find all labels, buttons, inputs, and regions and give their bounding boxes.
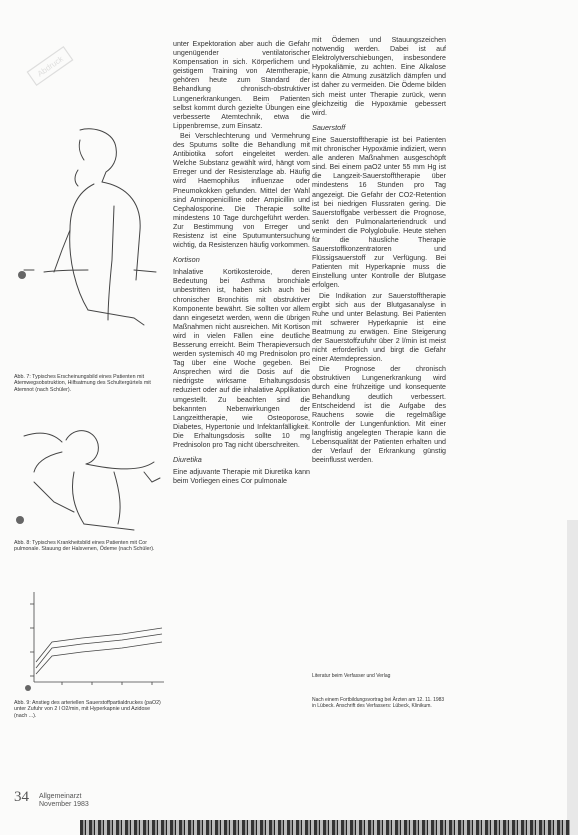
- footnote: Nach einem Fortbildungsvortrag bei Ärzten am 12. 11. 1983 in Lübeck. Anschrift des Verfassers: Lübeck, Klinikum.: [312, 697, 445, 709]
- stamp-mark: [20, 36, 80, 96]
- journal-title: Allgemeinarzt: [39, 793, 82, 800]
- scan-noise-strip: [80, 820, 570, 835]
- col2-paragraph-2: Bei Verschlechterung und Vermehrung des Sputums sollte die Behandlung mit Antibiotika sofort eingeleitet werden. Welche Substanz gewählt wird, hängt vom Erreger und der Resistenzlage ab. Häufig wird Haemophilus influenzae oder Pneumokokken gefunden. Mittel der Wahl sind Aminopenicilline oder Ampicillin und Cephalosporine. Die Therapie sollte mindestens 10 Tage durchgeführt werden. Zur Bestimmung von Erreger und Resistenz ist eine Sputumuntersuchung wichtig, da Resistenzen häufig vorkommen.: [173, 131, 310, 250]
- col3-paragraph-2: Eine Sauerstofftherapie ist bei Patienten mit chronischer Hypoxämie indiziert, wenn alle anderen Maßnahmen ausgeschöpft sind. Bei einem paO2 unter 55 mm Hg ist die Langzeit-Sauerstofftherapie über mindestens 16 Stunden pro Tag angezeigt. Die Gefahr der CO2-Retention ist bei niedrigen Flussraten gering. Die Sauerstoffgabe verbessert die Prognose, senkt den Pulmonalarteriendruck und vermindert die Polyglobulie. Heute stehen für die häusliche Therapie Sauerstoffkonzentratoren und Flüssigsauerstoff zur Verfügung. Bei Patienten mit Hyperkapnie muss die Einstellung unter Kontrolle der Blutgase erfolgen.: [312, 135, 446, 290]
- journal-name: [39, 793, 89, 809]
- col3-paragraph-3: Die Indikation zur Sauerstofftherapie ergibt sich aus der Blutgasanalyse in Ruhe und unter Belastung. Bei Patienten mit schwerer Hyperkapnie ist eine Beatmung zu erwägen. Eine Steigerung der Sauerstoffzufuhr über 2 l/min ist meist nicht erforderlich und birgt die Gefahr einer Atemdepression.: [312, 291, 446, 364]
- col2-paragraph-4: Eine adjuvante Therapie mit Diuretika kann beim Vorliegen eines Cor pulmonale: [173, 468, 310, 486]
- author-note: Literatur beim Verfasser und Verlag: [312, 673, 391, 679]
- page-number: 34: [14, 789, 29, 805]
- text-column-2: [173, 40, 310, 487]
- figure-7-illustration: [14, 120, 164, 370]
- figure-7-caption: Abb. 7: Typisches Erscheinungsbild eines Patienten mit Atemwegsobstruktion, Hilfsatmung des Schultergürtels mit Atemnot (nach Schüler).: [14, 374, 151, 393]
- stamp-text: Abdruck: [35, 54, 65, 79]
- col3-paragraph-4: Die Prognose der chronisch obstruktiven Lungenerkrankung wird durch eine frühzeitige und konsequente Behandlung deutlich verbessert. Entscheidend ist die Aufgabe des Rauchens sowie die regelmäßige Kontrolle der Lungenfunktion. Mit einer langfristig angelegten Therapie kann die Lebensqualität der Patienten erhalten und der Verlauf der Erkrankung günstig beeinflusst werden.: [312, 365, 446, 465]
- col3-paragraph-1: mit Ödemen und Stauungszeichen notwendig werden. Dabei ist auf Elektrolytverschiebungen, insbesondere Hypokaliämie, zu achten. Eine Alkalose kann die Atmung zusätzlich dämpfen und ist daher zu vermeiden. Die Ödeme bilden sich meist unter Therapie zurück, wenn gleichzeitig die Hypoxämie gebessert wird.: [312, 36, 446, 117]
- col2-paragraph-3: Inhalative Kortikosteroide, deren Bedeutung bei Asthma bronchiale unbestritten ist, haben sich auch bei chronischer Bronchitis mit obstruktiver Komponente bewährt. Sie sollten vor allem dann eingesetzt werden, wenn die übrigen Maßnahmen nicht ausreichen. Mit Kortison wird in vielen Fällen eine deutliche Besserung erreicht. Beim Therapieversuch werden systemisch 40 mg Prednisolon pro Tag über eine Woche gegeben. Bei Ansprechen wird die Dosis auf die niedrigste wirksame Erhaltungsdosis reduziert oder auf die inhalative Applikation umgestellt. Zu beachten sind die bekannten Nebenwirkungen der Langzeittherapie, wie Osteoporose, Diabetes, Hypertonie und Infektanfälligkeit. Die Erhaltungsdosis sollte 10 mg Prednisolon pro Tag nicht überschreiten.: [173, 268, 310, 450]
- col2-heading-diuretika: Diuretika: [173, 455, 202, 465]
- scan-edge: [567, 520, 578, 835]
- figure-9-caption: Abb. 9: Anstieg des arteriellen Sauerstoffpartialdruckes (paO2) unter Zufuhr von 2 l O2/min, mit Hyperkapnie und Azidose (nach ...).: [14, 700, 161, 719]
- journal-issue: November 1983: [39, 801, 89, 808]
- text-column-3: [312, 36, 446, 466]
- col3-heading-sauerstoff: Sauerstoff: [312, 122, 346, 132]
- col2-paragraph-1: unter Expektoration aber auch die Gefahr ungenügender ventilatorischer Kompensation in sich. Körperlichem und geistigem Training von Atemtherapie, gehören heute zum Standard der Behandlung chronisch-obstruktiver Lungenerkrankungen. Beim Patienten selbst kommt durch gezielte Übungen eine verbesserte Atemtechnik, etwa die Lippenbremse, zum Einsatz.: [173, 40, 310, 130]
- figure-9-chart: [22, 584, 167, 694]
- col2-heading-kortison: Kortison: [173, 255, 200, 265]
- figure-8-caption: Abb. 8: Typisches Krankheitsbild eines Patienten mit Cor pulmonale. Stauung der Halsvenen, Ödeme (nach Schüler).: [14, 540, 155, 553]
- figure-8-illustration: [14, 412, 164, 537]
